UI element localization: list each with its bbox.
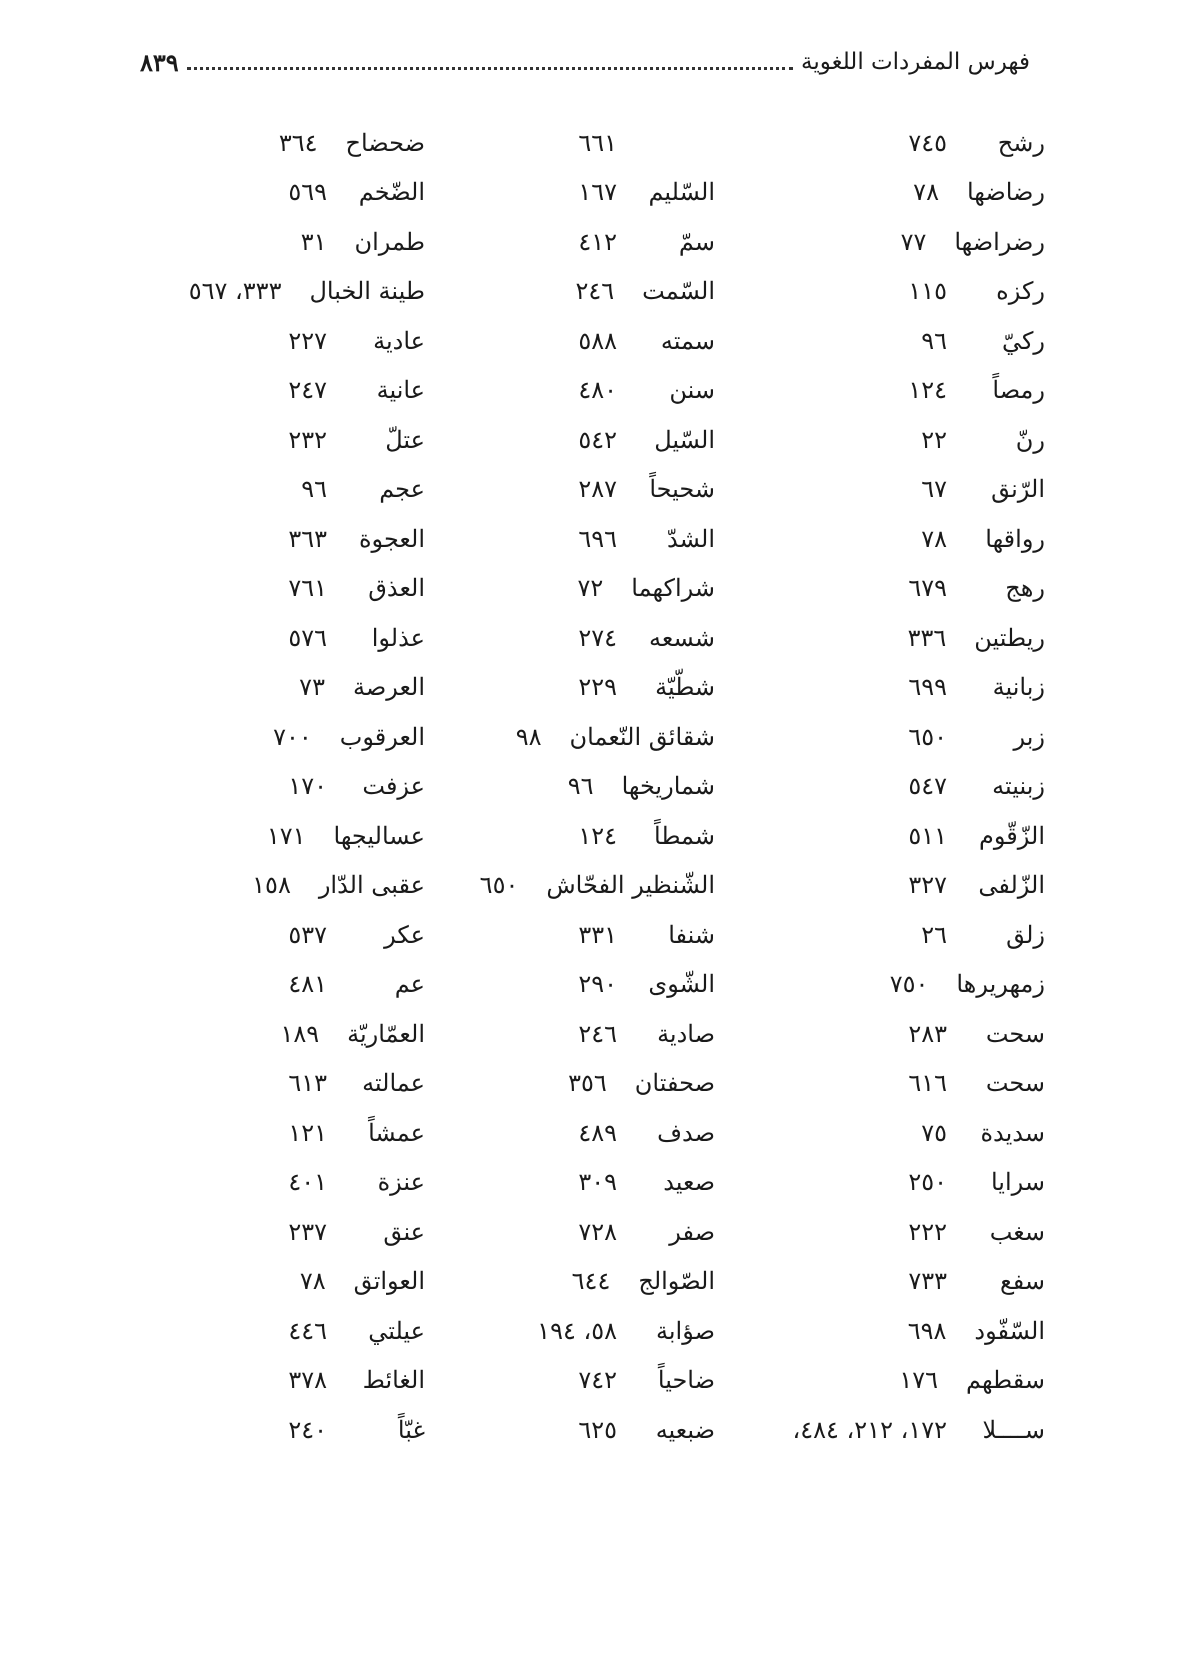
entry-page-ref: ٢٤٠	[288, 1415, 327, 1444]
index-entry	[715, 1009, 1045, 1059]
index-entry	[425, 910, 715, 960]
index-entry	[150, 811, 425, 861]
entry-page-ref: ٩٦	[921, 326, 947, 355]
page-header	[140, 40, 1030, 84]
index-entry	[425, 762, 715, 812]
entry-page-ref: ٩٦	[301, 475, 327, 504]
entry-page-ref: ٣٢٧	[908, 871, 947, 900]
entry-word: عقبى الدّار	[318, 871, 425, 900]
entry-word: العرقوب	[339, 722, 425, 751]
index-entry	[425, 663, 715, 713]
entry-page-ref: ٥٣٧	[288, 920, 327, 949]
entry-page-ref: ٧٥	[921, 1118, 947, 1147]
entry-page-ref: ٣٧٨	[288, 1366, 327, 1395]
index-entry	[150, 861, 425, 911]
entry-word: الشّوى	[648, 970, 715, 999]
entry-word: زمهريرها	[956, 970, 1045, 999]
entry-word: السّفّود	[974, 1316, 1045, 1345]
entry-page-ref: ٦١٣	[288, 1069, 327, 1098]
entry-word: السّليم	[648, 178, 715, 207]
entry-page-ref: ٤٤٦	[288, 1316, 327, 1345]
index-entry	[715, 910, 1045, 960]
entry-word: رواقها	[985, 524, 1045, 553]
index-entry	[425, 1306, 715, 1356]
entry-page-ref: ٧٣٣	[908, 1267, 947, 1296]
index-entry	[425, 465, 715, 515]
entry-page-ref: ٦٥٠	[908, 722, 947, 751]
entry-word: شراكهما	[631, 574, 715, 603]
entry-word: الضّخم	[358, 178, 425, 207]
index-entry	[425, 1405, 715, 1455]
entry-page-ref: ٢٧٤	[578, 623, 617, 652]
entry-word: السّيل	[654, 425, 715, 454]
index-entry	[715, 1306, 1045, 1356]
entry-page-ref: ٥٧٦	[288, 623, 327, 652]
entry-page-ref: ٧٤٢	[578, 1366, 617, 1395]
index-entry	[425, 1356, 715, 1406]
index-column-middle	[425, 118, 715, 1455]
index-entry	[715, 514, 1045, 564]
entry-page-ref: ٢٢٧	[288, 326, 327, 355]
entry-page-ref: ١٦٧	[578, 178, 617, 207]
index-entry	[425, 1257, 715, 1307]
entry-page-ref: ٢٣٧	[288, 1217, 327, 1246]
index-entry	[715, 1158, 1045, 1208]
entry-page-ref: ٢٤٧	[288, 376, 327, 405]
entry-page-ref: ٧٧	[900, 227, 927, 256]
index-entry	[150, 168, 425, 218]
index-entry	[715, 267, 1045, 317]
entry-word: رضراضها	[954, 227, 1045, 256]
entry-word: طمران	[354, 227, 425, 256]
entry-word: سقطهم	[966, 1366, 1045, 1395]
index-entry	[150, 1306, 425, 1356]
entry-word: الشدّ	[667, 524, 715, 553]
entry-page-ref: ١٧١	[266, 821, 306, 850]
entry-word: زبنيته	[992, 772, 1045, 801]
index-entry	[425, 960, 715, 1010]
entry-page-ref: ٥١١	[908, 821, 947, 850]
index-entry	[715, 465, 1045, 515]
entry-page-ref: ٢٤٦	[578, 1019, 617, 1048]
entry-word: عذلوا	[371, 623, 425, 652]
entry-word: صدف	[657, 1118, 715, 1147]
entry-word: شماريخها	[621, 772, 715, 801]
entry-word: العجوة	[358, 524, 425, 553]
entry-word: عيلتي	[368, 1316, 425, 1345]
index-entry	[425, 217, 715, 267]
entry-page-ref: ٢٨٧	[578, 475, 617, 504]
entry-page-ref: ١٢٤	[578, 821, 617, 850]
entry-page-ref: ٦٧	[921, 475, 947, 504]
entry-page-ref: ٥٤٢	[578, 425, 617, 454]
index-entry	[715, 1207, 1045, 1257]
index-entry	[425, 267, 715, 317]
entry-word: عجم	[379, 475, 425, 504]
index-entry	[715, 712, 1045, 762]
index-entry	[425, 1009, 715, 1059]
index-entry	[150, 366, 425, 416]
entry-word: الشّنظير الفحّاش	[546, 871, 715, 900]
entry-page-ref: ٣٣١	[578, 920, 617, 949]
entry-page-ref: ٣٥٦	[568, 1069, 607, 1098]
index-entry	[715, 217, 1045, 267]
index-entry	[425, 415, 715, 465]
entry-page-ref: ٤٨١	[288, 970, 327, 999]
entry-word: شسعه	[649, 623, 715, 652]
index-entry	[150, 663, 425, 713]
entry-page-ref: ٥٤٧	[908, 772, 947, 801]
index-entry	[715, 613, 1045, 663]
index-column-right	[715, 118, 1045, 1455]
index-entry	[425, 712, 715, 762]
index-entry	[425, 861, 715, 911]
index-entry	[425, 613, 715, 663]
entry-word: رمصاً	[992, 376, 1045, 405]
entry-page-ref: ٣٦٤	[278, 128, 318, 157]
entry-word: رشح	[997, 128, 1045, 157]
index-entry	[150, 712, 425, 762]
entry-word: سحت	[985, 1069, 1045, 1098]
entry-page-ref: ٥٨٨	[578, 326, 617, 355]
entry-page-ref: ١٨٩	[280, 1019, 320, 1048]
entry-page-ref: ١٧٠	[288, 772, 327, 801]
entry-page-ref: ٥٨، ١٩٤	[537, 1316, 617, 1345]
entry-page-ref: ٣٣٦	[907, 623, 947, 652]
entry-page-ref: ٣٦٣	[288, 524, 327, 553]
entry-word: عكر	[384, 920, 425, 949]
index-entry	[425, 1059, 715, 1109]
entry-word: العواتق	[353, 1267, 425, 1296]
index-entry	[715, 1257, 1045, 1307]
entry-page-ref: ١٢٤	[908, 376, 947, 405]
entry-word: سغب	[989, 1217, 1045, 1246]
index-entry	[715, 168, 1045, 218]
entry-word: الغائط	[362, 1366, 425, 1395]
entry-word: رهج	[1005, 574, 1045, 603]
entry-page-ref: ٧٨	[913, 178, 939, 207]
entry-word: الزّقّوم	[979, 821, 1045, 850]
entry-word: شحيحاً	[649, 475, 715, 504]
entry-word: عزفت	[362, 772, 425, 801]
index-entry	[425, 1158, 715, 1208]
index-entry	[715, 1356, 1045, 1406]
entry-word: ســــلا	[982, 1415, 1045, 1444]
index-entry	[150, 514, 425, 564]
entry-word: صفر	[669, 1217, 715, 1246]
entry-page-ref: ٦٦١	[578, 128, 617, 157]
entry-word: سمّ	[678, 227, 715, 256]
entry-word: عم	[394, 970, 425, 999]
entry-page-ref: ٩٦	[567, 772, 594, 801]
entry-word: عساليجها	[333, 821, 425, 850]
entry-word: شطّيّة	[655, 673, 715, 702]
entry-page-ref: ١١٥	[908, 277, 947, 306]
entry-word: غبّاً	[397, 1415, 425, 1444]
index-entry	[150, 564, 425, 614]
entry-page-ref: ١٧٦	[899, 1366, 939, 1395]
index-entry	[150, 316, 425, 366]
index-entry	[715, 811, 1045, 861]
entry-word: ريطتين	[974, 623, 1045, 652]
entry-word: ضبعيه	[655, 1415, 715, 1444]
entry-page-ref: ٢٨٣	[908, 1019, 947, 1048]
entry-page-ref: ٦٢٥	[578, 1415, 617, 1444]
index-column-left	[150, 118, 425, 1455]
entry-word: عنق	[383, 1217, 425, 1246]
entry-word: شنفا	[668, 920, 715, 949]
index-entry	[715, 762, 1045, 812]
entry-page-ref: ٣٣٣، ٥٦٧	[188, 277, 282, 306]
dotted-leader	[187, 67, 793, 70]
index-entry	[150, 1108, 425, 1158]
entry-word: ركيّ	[1001, 326, 1045, 355]
index-entry	[715, 118, 1045, 168]
index-entry	[425, 811, 715, 861]
index-entry	[425, 1207, 715, 1257]
entry-word: شمطاً	[654, 821, 715, 850]
entry-word: شقائق النّعمان	[569, 722, 715, 751]
entry-page-ref: ٧٣	[299, 673, 325, 702]
index-entry	[150, 267, 425, 317]
index-entry	[150, 960, 425, 1010]
index-entry	[150, 1059, 425, 1109]
index-entry	[715, 415, 1045, 465]
entry-page-ref: ٢٢	[921, 425, 947, 454]
index-entry	[150, 1405, 425, 1455]
entry-word: العمّاريّة	[347, 1019, 425, 1048]
entry-word: السّمت	[642, 277, 715, 306]
index-entry	[715, 1405, 1045, 1455]
entry-word: رنّ	[1015, 425, 1045, 454]
index-entry	[715, 366, 1045, 416]
entry-word: زبر	[1013, 722, 1045, 751]
entry-page-ref: ٧٨	[921, 524, 947, 553]
index-entry	[715, 564, 1045, 614]
entry-page-ref: ١٧٢، ٢١٢، ٤٨٤،	[792, 1415, 947, 1444]
entry-page-ref: ٦٩٦	[578, 524, 617, 553]
entry-word: صؤابة	[656, 1316, 715, 1345]
index-entry	[425, 366, 715, 416]
entry-word: سرايا	[990, 1168, 1045, 1197]
entry-page-ref: ٧٥٠	[889, 970, 929, 999]
entry-page-ref: ٧٦١	[288, 574, 327, 603]
entry-word: عمالته	[362, 1069, 425, 1098]
entry-word: ضحضاح	[345, 128, 425, 157]
index-entry	[425, 1108, 715, 1158]
entry-page-ref: ١٢١	[288, 1118, 327, 1147]
entry-page-ref: ٦٩٩	[908, 673, 947, 702]
entry-word: سديدة	[980, 1118, 1045, 1147]
entry-page-ref: ٥٦٩	[288, 178, 327, 207]
index-entry	[715, 663, 1045, 713]
index-entry	[715, 861, 1045, 911]
entry-word: العرصة	[352, 673, 425, 702]
entry-word: الزّلفى	[978, 871, 1045, 900]
entry-page-ref: ٦٤٤	[571, 1267, 611, 1296]
index-entry	[150, 1009, 425, 1059]
entry-word: الصّوالج	[638, 1267, 715, 1296]
index-entry	[150, 1158, 425, 1208]
index-entry	[150, 762, 425, 812]
entry-page-ref: ٣١	[300, 227, 327, 256]
index-entry	[150, 217, 425, 267]
index-entry	[425, 316, 715, 366]
index-columns	[150, 118, 1045, 1455]
entry-page-ref: ٧٢	[577, 574, 604, 603]
entry-page-ref: ٩٨	[515, 722, 542, 751]
entry-word: زبانية	[992, 673, 1045, 702]
entry-word: سفع	[999, 1267, 1045, 1296]
entry-word: الرّنق	[991, 475, 1045, 504]
entry-word: ضاحياً	[657, 1366, 715, 1395]
entry-page-ref: ٢٤٦	[575, 277, 615, 306]
entry-word: عمشاً	[368, 1118, 425, 1147]
index-entry	[715, 1059, 1045, 1109]
entry-word: صعيد	[663, 1168, 715, 1197]
entry-word: عتلّ	[385, 425, 425, 454]
index-entry	[425, 564, 715, 614]
entry-page-ref: ٤٨٩	[578, 1118, 617, 1147]
entry-page-ref: ٦٧٩	[908, 574, 947, 603]
index-entry	[150, 1257, 425, 1307]
index-entry	[150, 1356, 425, 1406]
entry-word: ركزه	[996, 277, 1045, 306]
entry-word: رضاضها	[966, 178, 1045, 207]
entry-word: طينة الخبال	[309, 277, 425, 306]
entry-word: عنزة	[377, 1168, 425, 1197]
index-entry	[425, 514, 715, 564]
entry-word: عادية	[373, 326, 425, 355]
entry-page-ref: ٦٥٠	[479, 871, 519, 900]
entry-page-ref: ٧٨	[299, 1267, 326, 1296]
entry-page-ref: ٤١٢	[578, 227, 617, 256]
entry-word: زلق	[1006, 920, 1045, 949]
entry-page-ref: ٦١٦	[908, 1069, 947, 1098]
entry-page-ref: ٦٩٨	[907, 1316, 947, 1345]
entry-word: سحت	[985, 1019, 1045, 1048]
index-entry	[425, 168, 715, 218]
index-entry	[715, 1108, 1045, 1158]
entry-word: عانية	[376, 376, 425, 405]
index-entry	[150, 613, 425, 663]
index-entry	[150, 415, 425, 465]
index-entry	[715, 316, 1045, 366]
entry-word: سمته	[660, 326, 715, 355]
entry-page-ref: ٧٤٥	[908, 128, 947, 157]
entry-page-ref: ٤٨٠	[578, 376, 617, 405]
entry-word: سنن	[669, 376, 715, 405]
index-entry	[150, 1207, 425, 1257]
entry-page-ref: ١٥٨	[252, 871, 291, 900]
entry-page-ref: ٢٦	[921, 920, 947, 949]
entry-word: صحفتان	[634, 1069, 715, 1098]
index-entry	[150, 465, 425, 515]
page-number: ٨٣٩	[140, 47, 179, 77]
index-entry	[425, 118, 715, 168]
entry-word: صادية	[657, 1019, 715, 1048]
index-entry	[715, 960, 1045, 1010]
index-entry	[150, 910, 425, 960]
index-entry	[150, 118, 425, 168]
entry-page-ref: ٤٠١	[288, 1168, 327, 1197]
entry-page-ref: ٢٥٠	[908, 1168, 947, 1197]
entry-page-ref: ٢٣٢	[288, 425, 327, 454]
entry-page-ref: ٢٢٩	[578, 673, 617, 702]
entry-page-ref: ٧٠٠	[273, 722, 312, 751]
entry-page-ref: ٣٠٩	[578, 1168, 617, 1197]
entry-page-ref: ٢٩٠	[578, 970, 617, 999]
entry-page-ref: ٧٢٨	[578, 1217, 617, 1246]
running-title: فهرس المفردات اللغوية	[800, 49, 1030, 75]
entry-word: العذق	[368, 574, 425, 603]
entry-page-ref: ٢٢٢	[908, 1217, 947, 1246]
